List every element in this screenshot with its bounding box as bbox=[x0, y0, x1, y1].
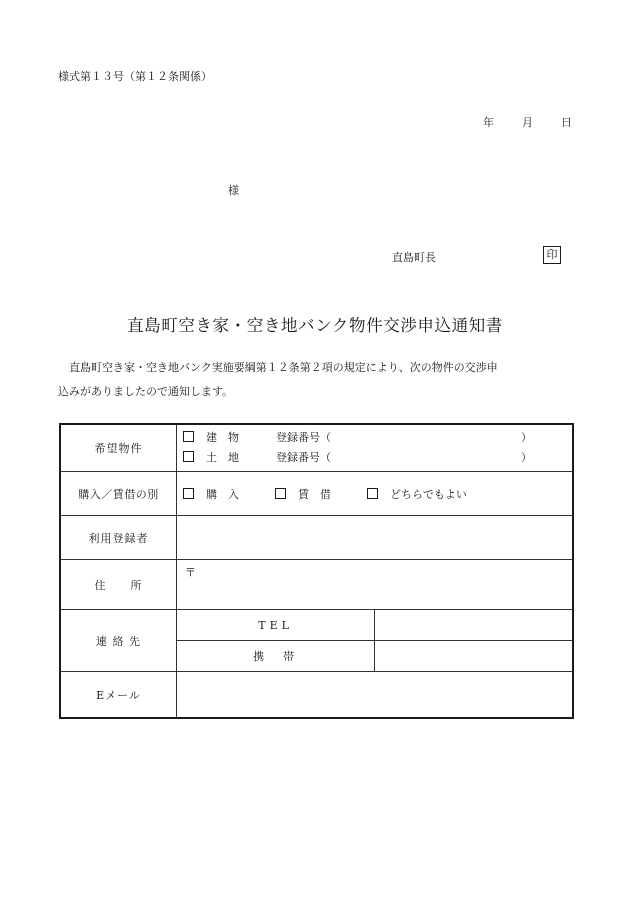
building-checkbox[interactable] bbox=[183, 431, 194, 442]
table-row-user bbox=[60, 516, 573, 560]
either-checkbox[interactable] bbox=[367, 488, 378, 499]
mobile-label: 携 帯 bbox=[177, 641, 375, 672]
desired-property-label: 希望物件 bbox=[60, 424, 177, 472]
page-title: 直島町空き家・空き地バンク物件交渉申込通知書 bbox=[127, 316, 503, 335]
building-reg-close: ） bbox=[521, 431, 532, 444]
building-reg-label: 登録番号（ bbox=[276, 431, 331, 444]
date-month-label: 月 bbox=[522, 116, 533, 129]
building-type-label: 建 物 bbox=[206, 431, 239, 444]
mobile-field[interactable] bbox=[375, 641, 573, 672]
land-type-label: 土 地 bbox=[206, 451, 239, 464]
desired-property-building bbox=[177, 428, 572, 448]
form-number: 様式第１３号（第１２条関係） bbox=[58, 70, 212, 83]
user-field[interactable] bbox=[177, 516, 574, 560]
desired-property-options bbox=[177, 424, 574, 472]
addressee-suffix: 様 bbox=[228, 184, 239, 197]
address-field[interactable] bbox=[177, 560, 574, 610]
sender-name: 直島町長 bbox=[392, 251, 436, 264]
date-day-label: 日 bbox=[561, 116, 572, 129]
application-table bbox=[59, 423, 574, 719]
seal-stamp: 印 bbox=[543, 246, 561, 264]
table-row-email bbox=[60, 672, 573, 719]
purchase-option-label: 購 入 bbox=[206, 487, 239, 501]
purchase-option[interactable] bbox=[183, 486, 275, 502]
notice-body bbox=[58, 356, 578, 404]
email-field[interactable] bbox=[177, 672, 574, 719]
postal-mark: 〒 bbox=[185, 566, 196, 579]
either-option[interactable] bbox=[367, 486, 467, 502]
rent-option-label: 賃 借 bbox=[298, 487, 331, 501]
table-row-purchase-rent bbox=[60, 472, 573, 516]
table-row-address bbox=[60, 560, 573, 610]
either-option-label: どちらでもよい bbox=[390, 487, 467, 501]
desired-property-land bbox=[177, 448, 572, 468]
table-row-desired-property bbox=[60, 424, 573, 472]
notice-body-line-2: 込みがありましたので通知します。 bbox=[58, 385, 234, 398]
tel-field[interactable] bbox=[375, 610, 573, 641]
purchase-checkbox[interactable] bbox=[183, 488, 194, 499]
rent-checkbox[interactable] bbox=[275, 488, 286, 499]
notice-body-line-1: 直島町空き家・空き地バンク実施要綱第１２条第２項の規定により、次の物件の交渉申 bbox=[69, 361, 498, 374]
table-row-tel bbox=[60, 610, 573, 641]
land-reg-label: 登録番号（ bbox=[276, 451, 331, 464]
rent-option[interactable] bbox=[275, 486, 367, 502]
purchase-rent-label: 購入／賃借の別 bbox=[60, 472, 177, 516]
purchase-rent-options bbox=[177, 472, 574, 516]
land-reg-close: ） bbox=[521, 451, 532, 464]
date-year-label: 年 bbox=[483, 116, 494, 129]
email-label: Eメール bbox=[60, 672, 177, 719]
user-label: 利用登録者 bbox=[60, 516, 177, 560]
address-label: 住 所 bbox=[60, 560, 177, 610]
tel-label: TEL bbox=[177, 610, 375, 641]
contact-label: 連 絡 先 bbox=[60, 610, 177, 672]
land-checkbox[interactable] bbox=[183, 451, 194, 462]
